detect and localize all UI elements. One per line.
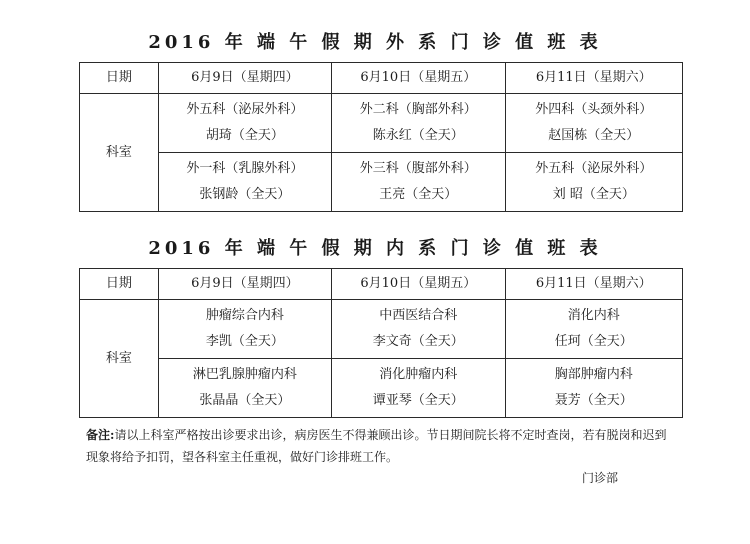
department-name: 外三科（腹部外科） bbox=[359, 161, 477, 176]
schedule-cell bbox=[505, 359, 682, 418]
department-name: 胸部肿瘤内科 bbox=[554, 367, 633, 382]
department-name: 外一科（乳腺外科） bbox=[186, 161, 304, 176]
signature-department: 门诊部 bbox=[582, 471, 619, 485]
surgery-schedule-title: 2016 年 端 午 假 期 外 系 门 诊 值 班 表 bbox=[148, 32, 602, 53]
internal-schedule-table bbox=[79, 268, 683, 418]
department-name: 消化内科 bbox=[567, 308, 620, 323]
date-column-header: 6月9日（星期四） bbox=[158, 63, 331, 94]
remarks bbox=[86, 424, 676, 468]
department-name: 中西医结合科 bbox=[379, 308, 458, 323]
department-name: 外五科（泌尿外科） bbox=[535, 161, 653, 176]
schedule-cell bbox=[332, 359, 505, 418]
schedule-cell bbox=[158, 94, 331, 153]
date-header: 日期 bbox=[80, 63, 159, 94]
schedule-cell bbox=[505, 300, 682, 359]
doctor-name: 刘 昭（全天） bbox=[552, 187, 635, 202]
schedule-cell bbox=[332, 94, 505, 153]
doctor-name: 张钢龄（全天） bbox=[199, 187, 291, 202]
doctor-name: 陈永红（全天） bbox=[372, 128, 464, 143]
department-row-label: 科室 bbox=[80, 300, 159, 418]
doctor-name: 任珂（全天） bbox=[554, 334, 633, 349]
date-column-header: 6月10日（星期五） bbox=[332, 269, 505, 300]
table-header-row bbox=[80, 269, 683, 300]
department-name: 淋巴乳腺肿瘤内科 bbox=[192, 367, 297, 382]
table-row bbox=[80, 359, 683, 418]
doctor-name: 李凯（全天） bbox=[205, 334, 284, 349]
schedule-cell bbox=[505, 94, 682, 153]
schedule-cell bbox=[158, 359, 331, 418]
department-name: 外五科（泌尿外科） bbox=[186, 102, 304, 117]
doctor-name: 谭亚琴（全天） bbox=[372, 393, 464, 408]
date-column-header: 6月11日（星期六） bbox=[505, 63, 682, 94]
schedule-cell bbox=[332, 300, 505, 359]
department-name: 肿瘤综合内科 bbox=[205, 308, 284, 323]
department-name: 消化肿瘤内科 bbox=[379, 367, 458, 382]
schedule-cell bbox=[332, 153, 505, 212]
table-row bbox=[80, 94, 683, 153]
doctor-name: 赵国栋（全天） bbox=[548, 128, 640, 143]
schedule-cell bbox=[158, 153, 331, 212]
schedule-cell bbox=[505, 153, 682, 212]
date-header: 日期 bbox=[80, 269, 159, 300]
surgery-schedule-table bbox=[79, 62, 683, 212]
doctor-name: 王亮（全天） bbox=[379, 187, 458, 202]
schedule-cell bbox=[158, 300, 331, 359]
remarks-text: 请以上科室严格按出诊要求出诊，病房医生不得兼顾出诊。节日期间院长将不定时查岗，若有脱岗和迟到现象将给予扣罚，望各科室主任重视，做好门诊排班工作。 bbox=[86, 428, 667, 464]
table-row bbox=[80, 300, 683, 359]
remarks-label: 备注: bbox=[86, 428, 115, 442]
department-name: 外四科（头颈外科） bbox=[535, 102, 653, 117]
doctor-name: 胡琦（全天） bbox=[205, 128, 284, 143]
department-name: 外二科（胸部外科） bbox=[359, 102, 477, 117]
doctor-name: 张晶晶（全天） bbox=[199, 393, 291, 408]
doctor-name: 聂芳（全天） bbox=[554, 393, 633, 408]
department-row-label: 科室 bbox=[80, 94, 159, 212]
date-column-header: 6月9日（星期四） bbox=[158, 269, 331, 300]
date-column-header: 6月11日（星期六） bbox=[505, 269, 682, 300]
table-header-row bbox=[80, 63, 683, 94]
table-row bbox=[80, 153, 683, 212]
internal-schedule-title: 2016 年 端 午 假 期 内 系 门 诊 值 班 表 bbox=[148, 238, 602, 259]
doctor-name: 李文奇（全天） bbox=[372, 334, 464, 349]
date-column-header: 6月10日（星期五） bbox=[332, 63, 505, 94]
